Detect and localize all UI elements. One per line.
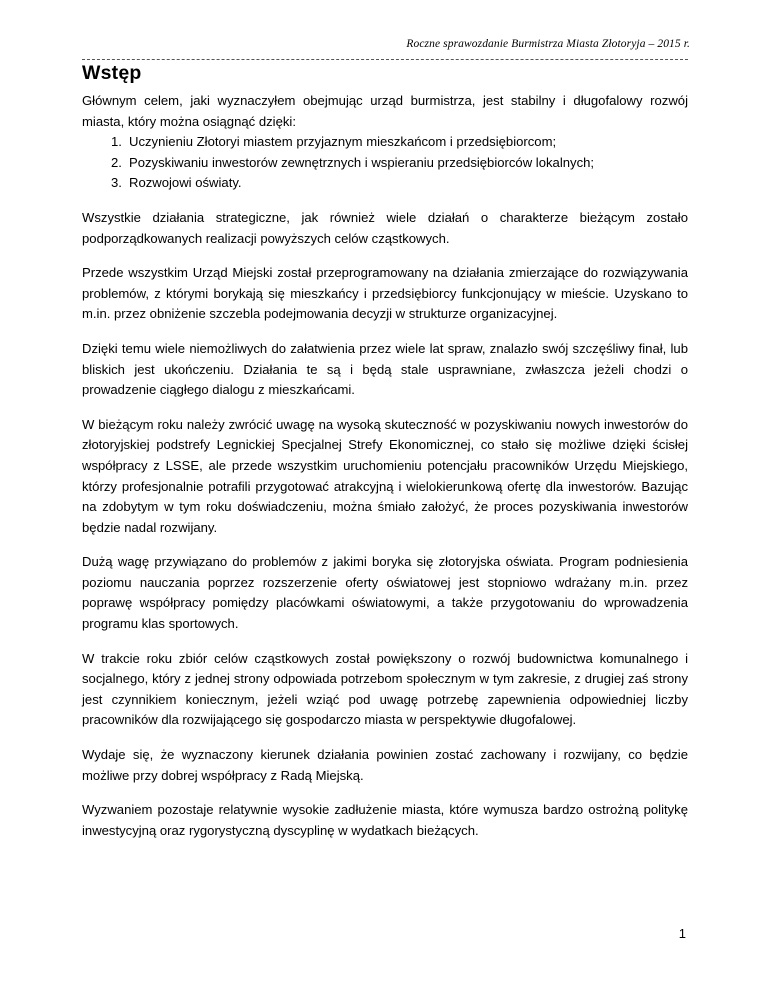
paragraph-direction: Wydaje się, że wyznaczony kierunek działania powinien zostać zachowany i rozwijany, co będzie możliwe przy dobrej współpracy z Radą Miejską. bbox=[82, 747, 688, 783]
paragraph-strategy: Wszystkie działania strategiczne, jak również wiele działań o charakterze bieżącym zostało podporządkowanych realizacji powyższych celów cząstkowych. bbox=[82, 209, 688, 246]
paragraph-education: Dużą wagę przywiązano do problemów z jakimi boryka się złotoryjska oświata. Program podniesienia poziomu nauczania poprzez rozszerzenie oferty oświatowej jest stopniowo wdrażany m.in. przez poprawę współpracy pomiędzy placówkami oświatowymi, a także przygotowaniu do wprowadzenia programu klas sportowych. bbox=[82, 554, 688, 632]
running-header: Roczne sprawozdanie Burmistrza Miasta Złotoryja – 2015 r. bbox=[406, 38, 690, 50]
paragraph-housing: W trakcie roku zbiór celów cząstkowych został powiększony o rozwój budownictwa komunalnego i socjalnego, który z jednej strony odpowiada potrzebom społecznym w tym zakresie, z drugiej zaś strony jest czynnikiem koniecznym, jeżeli wziąć pod uwagę potrzebę zapewnienia odpowiedniej liczby pracowników dla rozwijającego się gospodarczo miasta w perspektywie długofalowej. bbox=[82, 650, 688, 728]
section-title: Wstęp bbox=[82, 62, 142, 84]
list-item bbox=[82, 132, 688, 153]
goals-list bbox=[82, 132, 688, 194]
list-item bbox=[82, 153, 688, 174]
list-item-number: 2. bbox=[111, 154, 122, 170]
list-item-text: Rozwojowi oświaty. bbox=[129, 175, 242, 191]
paragraph-investors: W bieżącym roku należy zwrócić uwagę na wysoką skuteczność w pozyskiwaniu nowych inwestorów do złotoryjskiej podstrefy Legnickiej Specjalnej Strefy Ekonomicznej, co stało się możliwe dzięki ścisłej współpracy z LSSE, ale przede wszystkim uruchomieniu potencjału pracowników Urzędu Miejskiego, którzy profesjonalnie potrafili przygotować atrakcyjną i wielokierunkową ofertę dla inwestorów. Bazując na zdobytym w tym roku doświadczeniu, można śmiało założyć, że proces pozyskiwania inwestorów będzie nadal rozwijany. bbox=[82, 416, 688, 535]
paragraph-cases: Dzięki temu wiele niemożliwych do załatwienia przez wiele lat spraw, znalazło swój szczęśliwy finał, lub bliskich jest ukończeniu. Działania te są i będą stale usprawniane, zwłaszcza jeżeli chodzi o prowadzenie ciągłego dialogu z mieszkańcami. bbox=[82, 340, 688, 398]
paragraph-debt: Wyzwaniem pozostaje relatywnie wysokie zadłużenie miasta, które wymusza bardzo ostrożną politykę inwestycyjną oraz rygorystyczną dyscyplinę w wydatkach bieżących. bbox=[82, 802, 688, 838]
paragraph-office: Przede wszystkim Urząd Miejski został przeprogramowany na działania zmierzające do rozwiązywania problemów, z którymi borykają się mieszkańcy i przedsiębiorcy funkcjonujący w mieście. Uzyskano to m.in. przez obniżenie szczebla podejmowania decyzji w strukturze organizacyjnej. bbox=[82, 265, 688, 322]
page-number: 1 bbox=[678, 926, 686, 941]
header-divider bbox=[82, 59, 688, 60]
document-body bbox=[82, 91, 688, 855]
list-item-text: Pozyskiwaniu inwestorów zewnętrznych i wspieraniu przedsiębiorców lokalnych; bbox=[129, 154, 595, 170]
intro-paragraph: Głównym celem, jaki wyznaczyłem obejmując urząd burmistrza, jest stabilny i długofalowy rozwój miasta, który można osiągnąć dzięki: bbox=[82, 93, 688, 129]
list-item-number: 3. bbox=[111, 175, 122, 191]
list-item-number: 1. bbox=[111, 134, 122, 150]
list-item bbox=[82, 173, 688, 194]
list-item-text: Uczynieniu Złotoryi miastem przyjaznym mieszkańcom i przedsiębiorcom; bbox=[129, 134, 557, 150]
